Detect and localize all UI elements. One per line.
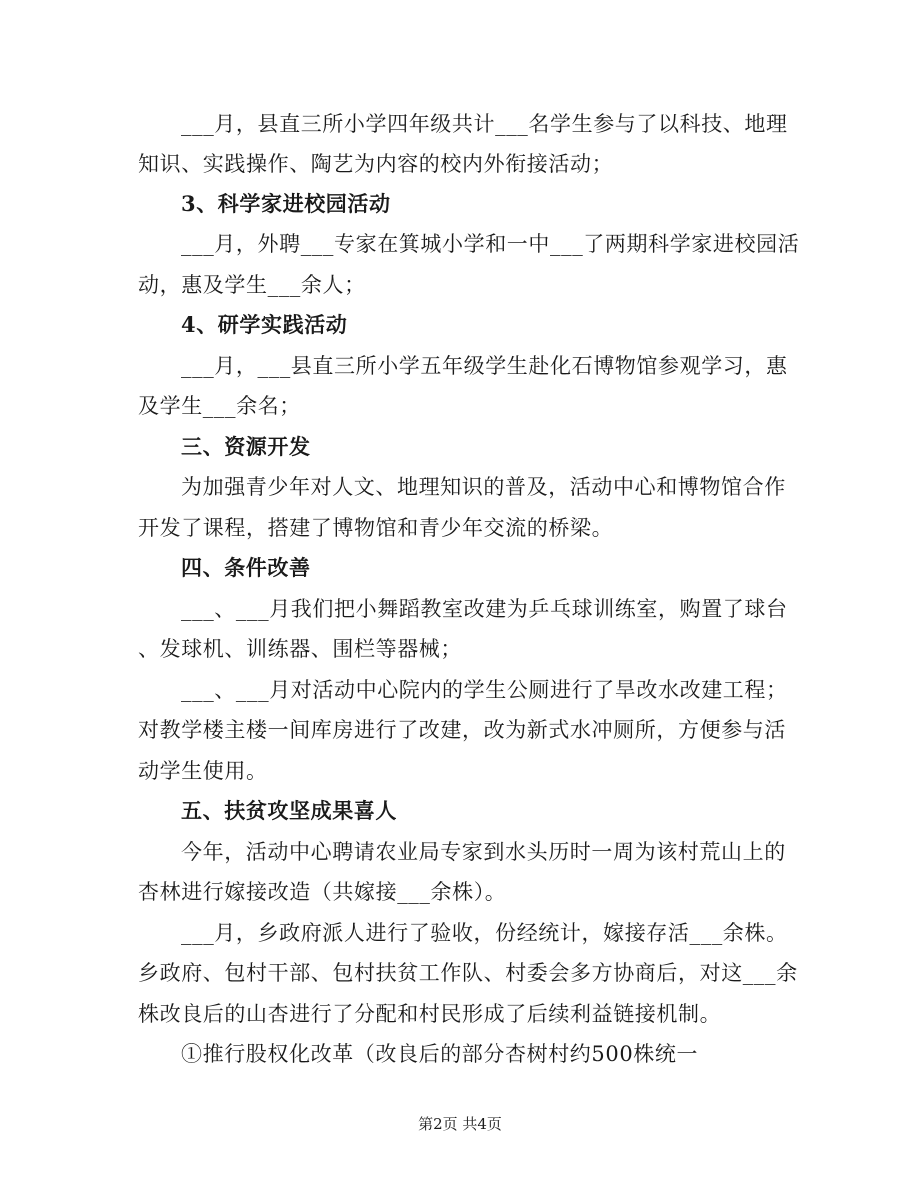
- paragraph-line: 、发球机、训练器、围栏等器械；: [138, 637, 462, 661]
- page-number-footer: 第2页 共4页: [418, 1115, 502, 1133]
- section-heading: 三、资源开发: [181, 434, 311, 459]
- paragraph-line: 今年，活动中心聘请农业局专家到水头历时一周为该村荒山上的: [181, 840, 786, 864]
- paragraph-line: 为加强青少年对人文、地理知识的普及，活动中心和博物馆合作: [181, 475, 786, 499]
- paragraph-line: ___月，外聘___专家在箕城小学和一中___了两期科学家进校园活: [181, 232, 800, 256]
- paragraph-line: 知识、实践操作、陶艺为内容的校内外衔接活动；: [138, 152, 614, 176]
- section-heading: 4、研学实践活动: [181, 312, 348, 337]
- paragraph-line: 株改良后的山杏进行了分配和村民形成了后续利益链接机制。: [138, 1002, 722, 1026]
- paragraph-line: 开发了课程，搭建了博物馆和青少年交流的桥梁。: [138, 516, 614, 540]
- paragraph-line: ___、___月对活动中心院内的学生公厕进行了旱改水改建工程；: [181, 678, 788, 702]
- section-heading: 四、条件改善: [181, 555, 311, 580]
- paragraph-line: ___、___月我们把小舞蹈教室改建为乒乓球训练室，购置了球台: [181, 597, 788, 621]
- section-heading: 3、科学家进校园活动: [181, 191, 391, 216]
- paragraph-line: ①推行股权化改革（改良后的部分杏树村约500株统一: [181, 1042, 699, 1066]
- paragraph-line: 乡政府、包村干部、包村扶贫工作队、村委会多方协商后，对这___余: [138, 961, 798, 985]
- paragraph-line: 杏林进行嫁接改造（共嫁接___余株）。: [138, 880, 507, 904]
- section-heading: 五、扶贫攻坚成果喜人: [181, 798, 397, 823]
- paragraph-line: 及学生___余名；: [138, 394, 301, 418]
- paragraph-line: ___月，县直三所小学四年级共计___名学生参与了以科技、地理: [181, 112, 788, 136]
- paragraph-line: ___月，乡政府派人进行了验收，份经统计，嫁接存活___余株。: [181, 921, 788, 945]
- paragraph-line: ___月，___县直三所小学五年级学生赴化石博物馆参观学习，惠: [181, 354, 788, 378]
- paragraph-line: 动学生使用。: [138, 759, 268, 783]
- paragraph-line: 对教学楼主楼一间库房进行了改建，改为新式水冲厕所，方便参与活: [138, 718, 786, 742]
- paragraph-line: 动，惠及学生___余人；: [138, 273, 366, 297]
